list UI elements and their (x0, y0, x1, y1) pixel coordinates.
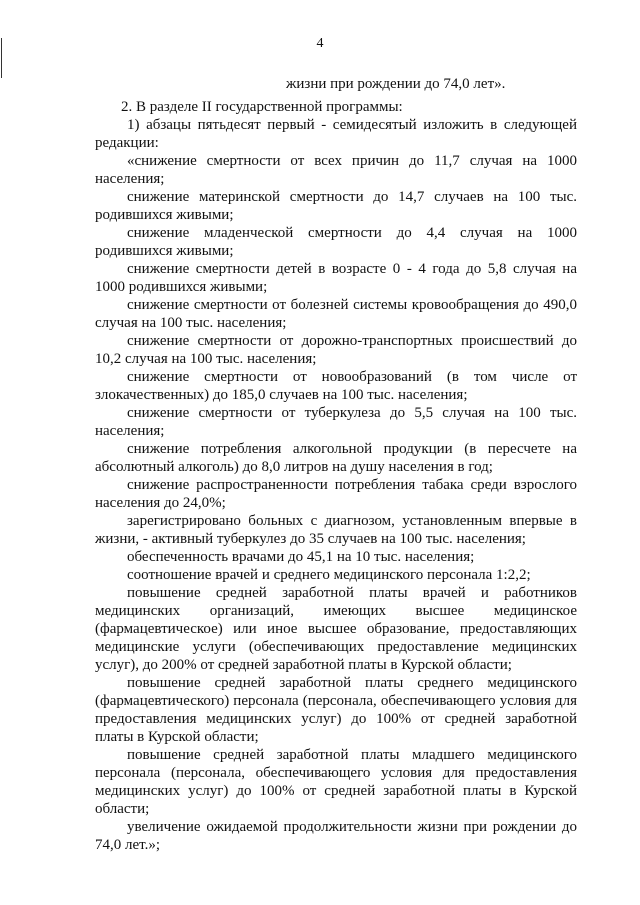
paragraph: 1) абзацы пятьдесят первый - семидесятый изложить в следующей редакции: (95, 117, 577, 151)
paragraph: зарегистрировано больных с диагнозом, установленным впервые в жизни, - активный туберкулез до 35 случаев на 100 тыс. населения; (95, 513, 577, 547)
continuation-line: жизни при рождении до 74,0 лет». (286, 76, 506, 92)
paragraph: соотношение врачей и среднего медицинского персонала 1:2,2; (127, 567, 531, 583)
page-number: 4 (316, 36, 324, 51)
paragraph: повышение средней заработной платы младшего медицинского персонала (персонала, обеспечивающего условия для предоставления медицинских услуг) до 100% от средней заработной платы в Курской области; (95, 747, 577, 817)
paragraph: снижение смертности от дорожно-транспортных происшествий до 10,2 случая на 100 тыс. населения; (95, 333, 577, 367)
paragraph: снижение младенческой смертности до 4,4 случая на 1000 родившихся живыми; (95, 225, 577, 259)
paragraph: снижение смертности от болезней системы кровообращения до 490,0 случая на 100 тыс. населения; (95, 297, 577, 331)
body-text (95, 98, 577, 854)
section-heading: 2. В разделе II государственной программы: (121, 99, 403, 115)
paragraph: снижение потребления алкогольной продукции (в пересчете на абсолютный алкоголь) до 8,0 литров на душу населения в год; (95, 441, 577, 475)
paragraph: «снижение смертности от всех причин до 11,7 случая на 1000 населения; (95, 153, 577, 187)
paragraph: снижение смертности от новообразований (в том числе от злокачественных) до 185,0 случаев на 100 тыс. населения; (95, 369, 577, 403)
paragraph: увеличение ожидаемой продолжительности жизни при рождении до 74,0 лет.»; (95, 819, 577, 853)
paragraph: снижение смертности детей в возрасте 0 - 4 года до 5,8 случая на 1000 родившихся живыми; (95, 261, 577, 295)
paragraph: снижение материнской смертности до 14,7 случаев на 100 тыс. родившихся живыми; (95, 189, 577, 223)
paragraph: повышение средней заработной платы врачей и работников медицинских организаций, имеющих высшее медицинское (фармацевтическое) или иное высшее образование, предоставляющих медицинские услуги (обеспечивающих предоставление медицинских услуг), до 200% от средней заработной платы в Курской области; (95, 585, 577, 673)
paragraph: обеспеченность врачами до 45,1 на 10 тыс. населения; (127, 549, 475, 565)
paragraph: повышение средней заработной платы среднего медицинского (фармацевтического) персонала (персонала, обеспечивающего условия для предоставления медицинских услуг) до 100% от средней заработной платы в Курской области; (95, 675, 577, 745)
paragraph: снижение распространенности потребления табака среди взрослого населения до 24,0%; (95, 477, 577, 511)
paragraph: снижение смертности от туберкулеза до 5,5 случая на 100 тыс. населения; (95, 405, 577, 439)
